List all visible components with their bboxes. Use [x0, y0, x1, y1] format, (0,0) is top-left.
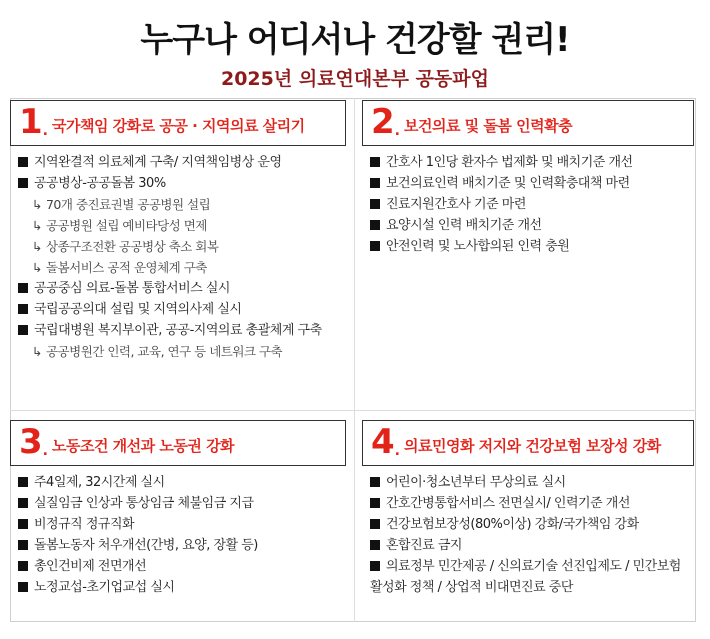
section-1 [10, 100, 346, 362]
square-bullet-icon [370, 220, 380, 230]
list-item [370, 493, 694, 514]
list-item [370, 194, 694, 215]
square-bullet-icon [370, 519, 380, 529]
section-2 [362, 100, 694, 257]
vertical-divider [354, 98, 355, 622]
list-item [18, 299, 346, 320]
square-bullet-icon [18, 178, 28, 188]
square-bullet-icon [370, 178, 380, 188]
square-bullet-icon [18, 304, 28, 314]
list-item-text: 비정규직 정규직화 [34, 517, 135, 532]
list-item [370, 472, 694, 493]
list-item [18, 472, 346, 493]
list-item-text: 돌봄노동자 처우개선(간병, 요양, 장활 등) [34, 538, 258, 553]
square-bullet-icon [18, 157, 28, 167]
page-title: 누구나 어디서나 건강할 권리! [140, 20, 570, 60]
square-bullet-icon [370, 477, 380, 487]
square-bullet-icon [18, 540, 28, 550]
list-item [370, 215, 694, 236]
section-heading: 의료민영화 저지와 건강보험 보장성 강화 [404, 437, 661, 455]
sub-item-text: 공공병원간 인력, 교육, 연구 등 네트워크 구축 [45, 344, 283, 359]
square-bullet-icon [18, 283, 28, 293]
list-item [18, 152, 346, 173]
sub-list-item [18, 236, 346, 257]
square-bullet-icon [370, 241, 380, 251]
section-number: 4 [371, 422, 395, 462]
list-item-text: 실질임금 인상과 통상임금 체불임금 지급 [34, 496, 254, 511]
list-item [370, 173, 694, 194]
list-item-text: 혼합진료 금지 [386, 538, 462, 553]
list-item-text: 공공중심 의료-돌봄 통합서비스 실시 [34, 281, 230, 296]
list-item-text: 간호사 1인당 환자수 법제화 및 배치기준 개선 [386, 155, 633, 170]
list-item-text: 어린이·청소년부터 무상의료 실시 [386, 475, 566, 490]
list-item-text: 지역완결적 의료체계 구축/ 지역책임병상 운영 [34, 155, 282, 170]
square-bullet-icon [18, 519, 28, 529]
section-number-dot: . [394, 443, 400, 459]
square-bullet-icon [18, 582, 28, 592]
sub-arrow-icon: ↳ [32, 197, 42, 212]
list-item [18, 577, 346, 598]
square-bullet-icon [18, 498, 28, 508]
list-item [370, 514, 694, 535]
list-item-text: 안전인력 및 노사합의된 인력 충원 [386, 239, 570, 254]
square-bullet-icon [18, 561, 28, 571]
section-header [362, 100, 694, 146]
page-subtitle: 2025년 의료연대본부 공동파업 [220, 68, 489, 90]
section-heading: 노동조건 개선과 노동권 강화 [52, 437, 235, 455]
list-item [370, 535, 694, 556]
list-item-text: 간호간병통합서비스 전면실시/ 인력기준 개선 [386, 496, 630, 511]
section-number: 3 [19, 422, 43, 462]
list-item-text: 공공병상-공공돌봄 30% [34, 176, 166, 191]
list-item [370, 152, 694, 173]
sub-item-text: 돌봄서비스 공적 운영체계 구축 [45, 260, 207, 275]
horizontal-divider [10, 410, 696, 411]
section-number-dot: . [42, 443, 48, 459]
list-item-text: 진료지원간호사 기준 마련 [386, 197, 526, 212]
sub-item-text: 70개 중진료권별 공공병원 설립 [45, 197, 211, 212]
list-item-text: 국립공공의대 설립 및 지역의사제 실시 [34, 302, 242, 317]
sub-list-item [18, 215, 346, 236]
list-item-text: 노정교섭-초기업교섭 실시 [34, 580, 175, 595]
section-heading: 보건의료 및 돌봄 인력확충 [404, 117, 573, 135]
section-header [10, 420, 346, 466]
square-bullet-icon [370, 498, 380, 508]
list-item [370, 236, 694, 257]
section-header [10, 100, 346, 146]
list-item [18, 320, 346, 341]
section-list [10, 472, 346, 598]
section-header [362, 420, 694, 466]
sub-arrow-icon: ↳ [32, 239, 42, 254]
section-number-dot: . [42, 123, 48, 139]
list-item-text: 보건의료인력 배치기준 및 인력확충대책 마련 [386, 176, 630, 191]
section-number: 2 [371, 102, 395, 142]
sub-list-item [18, 194, 346, 215]
square-bullet-icon [370, 540, 380, 550]
list-item-text: 국립대병원 복지부이관, 공공-지역의료 총괄체계 구축 [34, 323, 322, 338]
sub-arrow-icon: ↳ [32, 344, 42, 359]
section-list [362, 472, 694, 598]
list-item-text: 주4일제, 32시간제 실시 [34, 475, 165, 490]
list-item-text: 요양시설 인력 배치기준 개선 [386, 218, 542, 233]
section-4 [362, 420, 694, 598]
sub-item-text: 공공병원 설립 예비타당성 면제 [45, 218, 207, 233]
list-item [370, 556, 694, 598]
list-item [18, 556, 346, 577]
section-3 [10, 420, 346, 598]
square-bullet-icon [18, 325, 28, 335]
sub-list-item [18, 257, 346, 278]
list-item-text: 총인건비제 전면개선 [34, 559, 147, 574]
list-item [18, 173, 346, 194]
section-number: 1 [19, 102, 43, 142]
square-bullet-icon [370, 199, 380, 209]
section-list [362, 152, 694, 257]
list-item [18, 514, 346, 535]
sub-arrow-icon: ↳ [32, 260, 42, 275]
list-item-text: 의료정부 민간제공 / 신의료기술 선진입제도 / 민간보험 활성화 정책 / 상업적 비대면진료 중단 [370, 559, 681, 595]
square-bullet-icon [370, 561, 380, 571]
sub-arrow-icon: ↳ [32, 218, 42, 233]
square-bullet-icon [370, 157, 380, 167]
list-item-text: 건강보험보장성(80%이상) 강화/국가책임 강화 [386, 517, 639, 532]
list-item [18, 278, 346, 299]
section-list [10, 152, 346, 362]
list-item [18, 535, 346, 556]
sub-list-item [18, 341, 346, 362]
section-heading: 국가책임 강화로 공공 · 지역의료 살리기 [52, 117, 305, 135]
square-bullet-icon [18, 477, 28, 487]
section-number-dot: . [394, 123, 400, 139]
list-item [18, 493, 346, 514]
sub-item-text: 상종구조전환 공공병상 축소 회복 [45, 239, 219, 254]
